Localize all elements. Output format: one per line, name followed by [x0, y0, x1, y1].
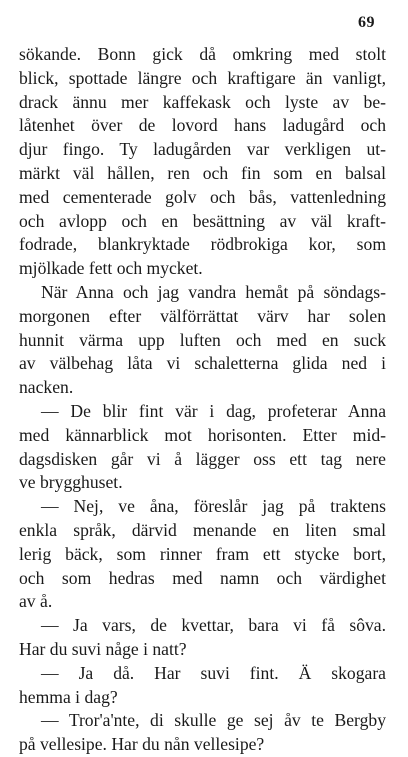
text-line: drack ännu mer kaffekask och lyste av be- [19, 91, 386, 112]
text-line: ve brygghuset. [19, 472, 123, 493]
text-line: — De blir fint vär i dag, profeterar Anna [41, 400, 386, 421]
text-line: fodrade, blankryktade rödbrokiga kor, som [19, 234, 386, 255]
page-number: 69 [358, 14, 375, 31]
text-line: sökande. Bonn gick då omkring med stolt [19, 44, 386, 64]
text-line: mjölkade fett och mycket. [19, 258, 203, 279]
text-line: — Tror'a'nte, di skulle ge sej åv te Bergby [41, 710, 386, 731]
text-line: hemma i dag? [19, 686, 118, 707]
text-line: Har du suvi någe i natt? [19, 638, 187, 659]
text-line: med cementerade golv och bås, vattenledning [19, 186, 386, 207]
text-line: och som hedras med namn och värdighet [19, 567, 386, 588]
text-line: och avlopp och en besättning av väl kraft- [19, 210, 386, 231]
text-line: av å. [19, 591, 53, 612]
text-line: — Ja vars, de kvettar, bara vi få sôva. [41, 615, 386, 636]
text-line: — Nej, ve åna, föreslår jag på traktens [41, 496, 386, 517]
text-line: på vellesipe. Har du nån vellesipe? [19, 734, 265, 755]
text-line: låtenhet över de lovord hans ladugård och [19, 115, 386, 136]
text-line: morgonen efter välförrättat värv har solen [19, 305, 386, 326]
text-line: När Anna och jag vandra hemåt på söndags- [41, 281, 386, 302]
text-line: hunnit värma upp luften och med en suck [19, 329, 386, 350]
text-line: enkla språk, därvid menande en liten smal [19, 519, 386, 540]
text-line: djur fingo. Ty ladugården var verkligen ut- [19, 139, 386, 160]
text-line: av välbehag låta vi schaletterna glida ned i [19, 353, 386, 374]
text-line: nacken. [19, 377, 74, 398]
body-text [19, 43, 386, 757]
text-line: med kännarblick mot horisonten. Etter mid- [19, 424, 386, 445]
text-line: — Ja då. Har suvi fint. Ä skogara [41, 662, 386, 683]
text-line: dagsdisken går vi å lägger oss ett tag nere [19, 448, 386, 469]
text-line: lerig bäck, som rinner fram ett stycke bort, [19, 543, 386, 564]
text-line: märkt väl hållen, ren och fin som en balsal [19, 162, 386, 183]
text-line: blick, spottade längre och kraftigare än vanligt, [19, 67, 386, 88]
